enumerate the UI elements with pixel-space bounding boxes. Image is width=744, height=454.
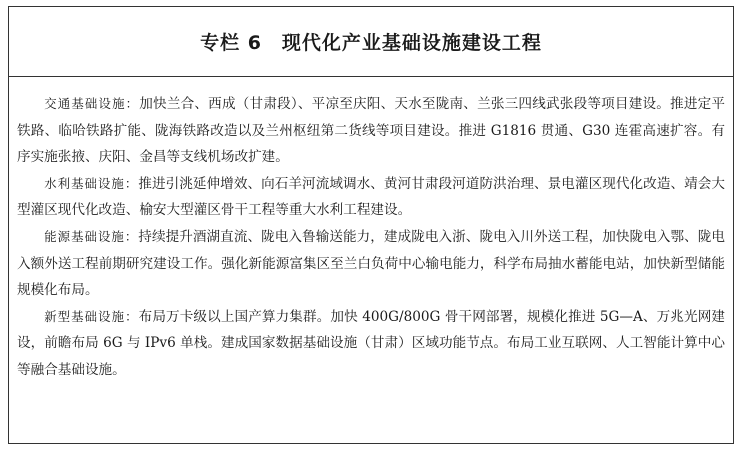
paragraph-transport [17, 91, 725, 171]
column-header [9, 7, 733, 77]
paragraph-lead: 能源基础设施： [44, 228, 139, 244]
paragraph-text: 持续提升酒湖直流、陇电入鲁输送能力，建成陇电入浙、陇电入川外送工程，加快陇电入鄂、陇电入额外送工程前期研究建设工作。强化新能源富集区至兰白负荷中心输电能力，科学布局抽水蓄能电站，加快新型储能规模化布局。 [17, 228, 726, 299]
column-title: 专栏 6 现代化产业基础设施建设工程 [200, 32, 542, 54]
paragraph-water [17, 171, 725, 224]
paragraph-energy [17, 224, 725, 304]
paragraph-text: 布局万卡级以上国产算力集群。加快 400G/800G 骨干网部署，规模化推进 5G—A、万兆光网建设，前瞻布局 6G 与 IPv6 单栈。建成国家数据基础设施（甘肃）区域功能节点。布局工业互联网、人工智能计算中心等融合基础设施。 [17, 308, 725, 378]
paragraph-text: 推进引洮延伸增效、向石羊河流域调水、黄河甘肃段河道防洪治理、景电灌区现代化改造、靖会大型灌区现代化改造、榆安大型灌区骨干工程等重大水利工程建设。 [17, 175, 726, 219]
paragraph-lead: 新型基础设施： [44, 308, 139, 324]
paragraph-lead: 交通基础设施： [44, 96, 140, 111]
column-box [8, 6, 734, 444]
column-content [9, 77, 733, 384]
paragraph-text: 加快兰合、西成（甘肃段）、平凉至庆阳、天水至陇南、兰张三四线武张段等项目建设。推进定平铁路、临哈铁路扩能、陇海铁路改造以及兰州枢纽第二货线等项目建设。推进 G1816 贯通、G30 连霍高速扩容。有序实施张掖、庆阳、金昌等支线机场改扩建。 [17, 96, 726, 166]
paragraph-new-infra [17, 304, 725, 384]
paragraph-lead: 水利基础设施： [44, 175, 139, 191]
